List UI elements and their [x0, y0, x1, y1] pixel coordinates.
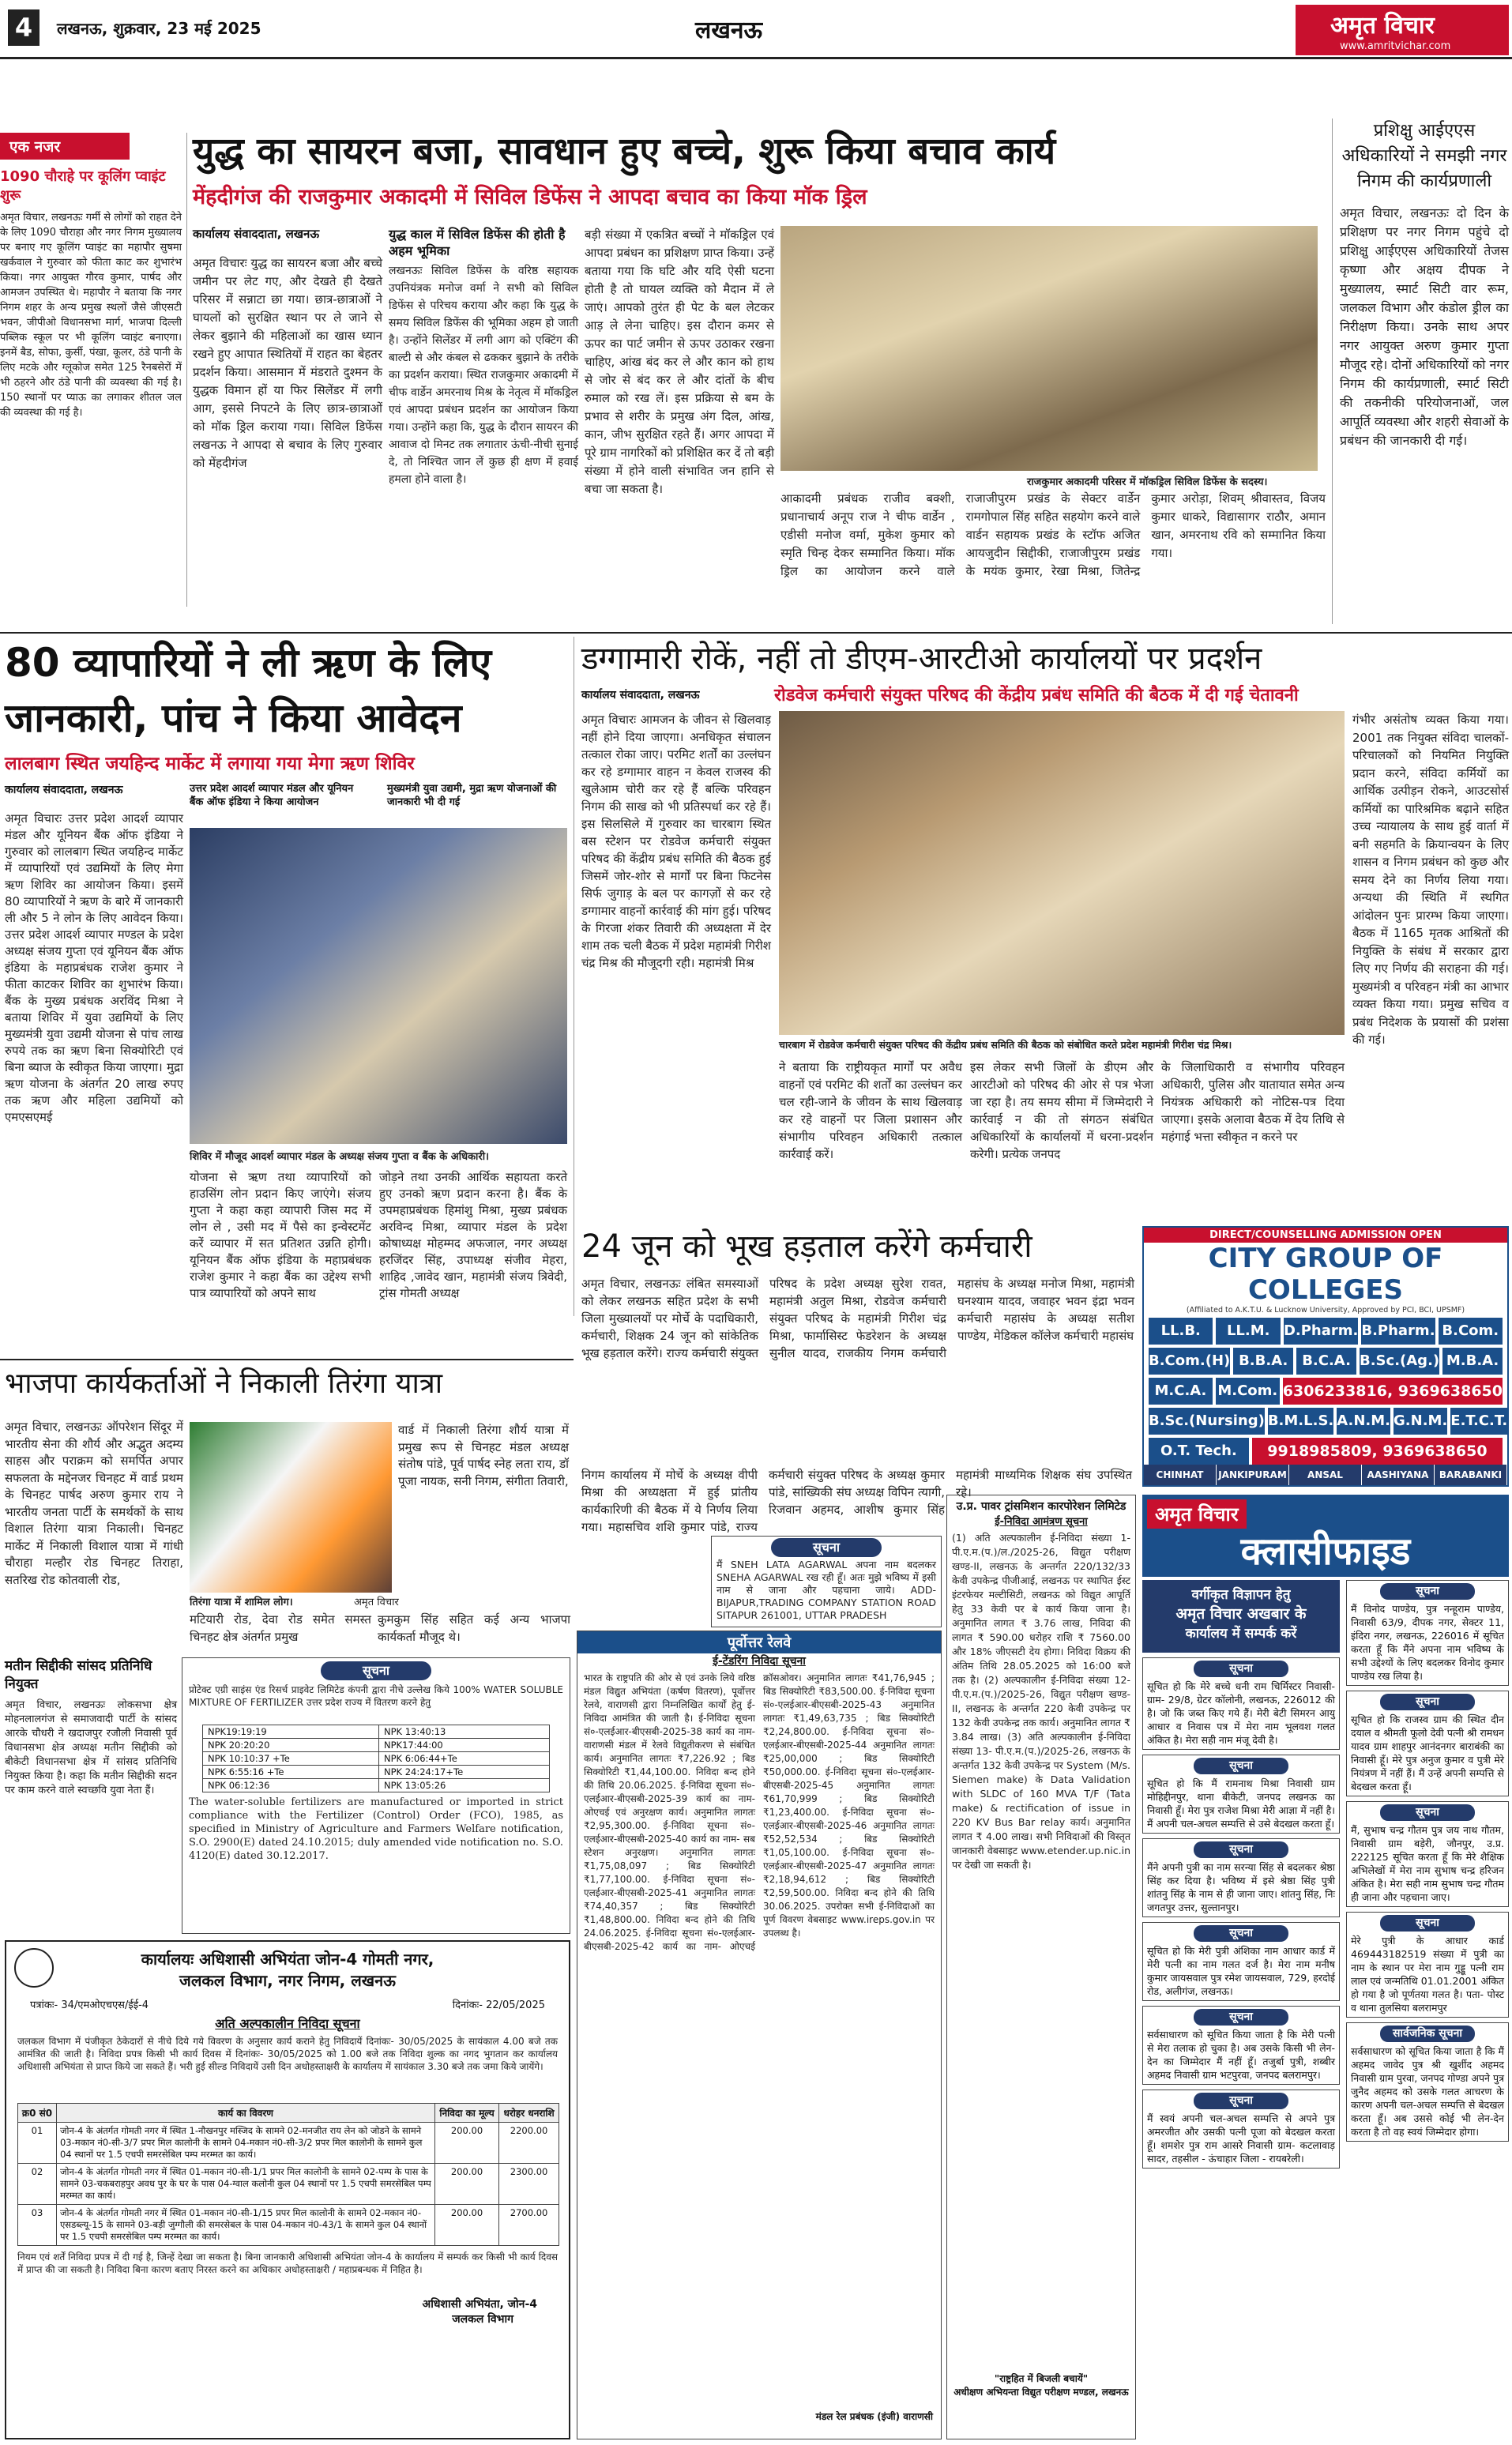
- classified-title: क्लासीफाइड: [1240, 1529, 1411, 1574]
- college-course-row: [1149, 1378, 1503, 1405]
- classified-item-body: मेरे पुत्री के आधार कार्ड 469443182519 संख्या में पुत्री का नाम के स्थान पर मेरा नाम गुड्डू पत्नी राम लाल एवं जन्मतिथि 01.01.2001 अंकित हो गया है जो पूर्णतया गलत है। पता- पोस्ट व थाना तुलसिया बलरामपुर: [1351, 1935, 1504, 2014]
- fert-cell: NPK 20:20:20: [203, 1739, 379, 1752]
- classified-item-body: मैं, सुभाष चन्द्र गौतम पुत्र जय नाथ गौतम, निवासी ग्राम बड़ेरी, जौनपुर, उ.प्र. 222125 सूचित करता हूँ कि मेरे शैक्षिक अभिलेखों में मेरा नाम सुभाष चन्द्र हरिजन अंकित है। मेरा सही नाम सुभाष चन्द्र गौतम ही जाना और पहचाना जाए।: [1351, 1824, 1504, 1903]
- classified-item-body: मैं स्वयं अपनी चल-अचल सम्पत्ति से अपने पुत्र अमरजीत और उसकी पत्नी पूजा को बेदखल करता हूँ। शमशेर पुत्र राम आसरे निवासी ग्राम- कटलावाड़ सादर, तहसील - ऊंचाहार जिला - रायबरेली।: [1147, 2112, 1335, 2165]
- bjp-col-2: वार्ड में निकाली तिरंगा शौर्य यात्रा में प्रमुख रूप से चिनहट मंडल अध्यक्ष संतोष पांडे, पूर्व पार्षद स्नेह लता राय, डॉ पूजा नायक, सनी निगम, संगीता तिवारी,: [398, 1423, 569, 1488]
- bjp-photo-credit: अमृत विचार: [354, 1597, 399, 1608]
- classified-promo: [1142, 1580, 1340, 1653]
- college-course: B.Sc.(Ag.): [1360, 1348, 1439, 1375]
- table-cell: जोन-4 के अंतर्गत गोमती नगर में स्थित 1-नौखनपुर मस्जिद के सामने 02-मनजीत राय लेन को जोडने के सामने 03-मकान नं0-सी-3/7 प्रपर मिल कालोनी के सामने 04-मकान नं0-सी-3/2 प्रपर मिल कालोनी के सामने कुल 04 स्थानों पर 1.5 एचपी समरसेबिल पम्प मरम्मत का कार्य।: [56, 2123, 434, 2164]
- loan-col-1: अमृत विचारः उत्तर प्रदेश आदर्श व्यापार मंडल और यूनियन बैंक ऑफ इंडिया ने गुरुवार को लालबाग स्थित जयहिन्द मार्केट में व्यापारियों एवं उद्यमियों के लिए मेगा ऋण शिविर का आयोजन किया। इसमें 80 व्यापारियों ने ऋण के बारे में जानकारी ली और 5 ने लोन के लिए आवेदन किया। उत्तर प्रदेश आदर्श व्यापार मण्डल के प्रदेश अध्यक्ष संजय गुप्ता एवं यूनियन बैंक ऑफ इंडिया के महाप्रबंधक राजेश कुमार ने फीता काटकर शिविर का शुभारंभ किया। बैंक के मुख्य प्रबंधक अरविंद मिश्रा ने बताया शिविर में युवा उद्यमियों के लिए मुख्यमंत्री युवा उद्यमी योजना से पांच लाख रुपये तक का ऋण बिना सिक्योरिटी एवं बिना ब्याज के स्वीकृत किया जाएगा। मुद्रा ऋण योजना के अंतर्गत 20 लाख रुपए तक ऋण और महिला उद्यमियों को एमएसएमई: [5, 811, 183, 1124]
- classified-item-title: सूचना: [1194, 1661, 1288, 1677]
- college-courses: [1144, 1315, 1507, 1471]
- city-label: लखनऊ: [695, 17, 763, 44]
- college-branch: BARABANKI: [1435, 1465, 1507, 1485]
- classified-item-title: सूचना: [1380, 1694, 1475, 1710]
- table-cell: 200.00: [434, 2205, 498, 2246]
- bjp-headline: भाजपा कार्यकर्ताओं ने निकाली तिरंगा यात्रा: [5, 1367, 443, 1400]
- loan-subhead: लालबाग स्थित जयहिन्द मार्केट में लगाया गया मेगा ऋण शिविर: [5, 754, 415, 774]
- lead-col-3: बड़ी संख्या में एकत्रित बच्चों ने मॉकड्रिल एवं आपदा प्रबंधन का प्रशिक्षण प्राप्त किया। उन्हें बताया गया कि घटि और यदि ऐसी घटना होती है तो घायल व्यक्ति को मैदान में ले जाएं। आपको तुरंत ही पेट के बल लेटकर आड़ ले लेना चाहिए। इस दौरान कमर से ऊपर का पार्ट जमीन से ऊपर उठाकर रखना चाहिए, आंख बंद कर ले और कान को हाथ से जोर से बंद कर ले और दांतों के बीच रुमाल को रख लें। इस प्रक्रिया से बम के प्रभाव से शरीर के प्रमुख अंग दिल, आंख, कान, जीभ सुरक्षित रहते हैं। अगर आपदा में पूरे ग्राम नागरिकों को प्रशिक्षित कर दें तो बड़ी संख्या में होने वाली संभावित जन हानि से बचा जा सकता है।: [585, 228, 774, 496]
- lead-col-2-wrap: [389, 226, 578, 626]
- classified-item: [1346, 1801, 1509, 1907]
- tender-col-header: निविदा का मूल्य: [434, 2104, 498, 2123]
- brand-name: अमृत विचार: [1330, 12, 1435, 39]
- brand-url: www.amritvichar.com: [1340, 40, 1451, 52]
- classified-item-title: सूचना: [1194, 2009, 1288, 2026]
- classified-item-title: सूचना: [1380, 1915, 1475, 1932]
- sneh-notice: [711, 1536, 942, 1627]
- loan-headline-1: 80 व्यापारियों ने ली ऋण के लिए: [5, 640, 492, 686]
- dgm-col-b3: के जिलाधिकारी व संभागीय परिवहन अधिकारी, पुलिस और यातायात समेत अन्य नियंत्रक अधिकारी को नोटिस-पत्र दिया जाएगा। इसके अलावा बैठक में देय तिथि से महंगाई भत्ता स्वीकृत न करने पर: [1161, 1060, 1345, 1144]
- bjp-photo-caption: तिरंगा यात्रा में शामिल लोग।: [190, 1597, 293, 1608]
- classified-item: [1346, 2022, 1509, 2142]
- classified-header: [1142, 1495, 1509, 1577]
- upptcl-title: उ.प्र. पावर ट्रांसमिशन कारपोरेशन लिमिटेड: [956, 1500, 1126, 1513]
- fert-title-badge: सूचना: [321, 1661, 431, 1680]
- classified-left-column: [1142, 1657, 1340, 2439]
- college-name: CITY GROUP OF COLLEGES: [1208, 1243, 1443, 1306]
- college-course: O.T. Tech.: [1149, 1438, 1249, 1465]
- college-course: B.Com.(H): [1149, 1348, 1230, 1375]
- fert-cell: NPK19:19:19: [203, 1725, 379, 1739]
- table-cell: 2300.00: [499, 2164, 559, 2205]
- bjp-col-1: अमृत विचार, लखनऊः ऑपरेशन सिंदूर में भारतीय सेना की शौर्य और अद्भुत अदम्य साहस और पराक्रम को समर्पित अपार सफलता के मद्देनजर चिनहट में वार्ड प्रथम के चिनहट पार्षद अरुण कुमार राय ने भारतीय जनता पार्टी के समर्थकों के साथ विशाल तिरंगा यात्रा निकाली। चिनहट मार्केट में निकाली विशाल यात्रा में गांधी चौराहा मल्हौर रोड चिनहट तिराहा, सतरिख रोड कोतवाली रोड,: [5, 1420, 183, 1587]
- dgm-col-right: गंभीर असंतोष व्यक्त किया गया। 2001 तक नियुक्त संविदा चालकों-परिचालकों को नियमित नियुक्ति प्रदान करने, संविदा कर्मियों का आर्थिक उत्पीड़न रोकने, आउटसोर्स कर्मियों का पारिश्रमिक बढ़ाने सहित उच्च न्यायालय के साथ हुई वार्ता में बनी सहमति के क्रियान्वयन के लिए शासन व निगम प्रबंधन को कुछ और समय देने का निर्णय लिया गया। अन्यथा की स्थिति में स्थगित आंदोलन पुनः प्रारम्भ किया जाएगा। बैठक में 1165 मृतक आश्रितों की नियुक्ति के संबंध में सरकार द्वारा लिए गए निर्णय की सराहना की गई। मुख्यमंत्री व परिवहन मंत्री का आभार व्यक्त किया गया। प्रमुख सचिव व प्रबंध निदेशक के प्रयासों की प्रशंसा की गई।: [1352, 713, 1509, 1047]
- classified-brand: अमृत विचार: [1147, 1499, 1247, 1529]
- classified-item-body: मैंने अपनी पुत्री का नाम सरन्या सिंह से बदलकर श्रेष्ठा सिंह कर दिया है। भविष्य में इसे श्रेष्ठा सिंह पुत्री शांतनु सिंह के नाम से ही जाना जाए। शांतनु सिंह, निः जगतपुर उत्तर, सुल्तानपुर।: [1147, 1861, 1335, 1913]
- college-course: B.B.A.: [1233, 1348, 1293, 1375]
- fert-cell: NPK 13:05:26: [378, 1779, 549, 1792]
- classified-item: [1346, 1691, 1509, 1796]
- college-branch: CHINHAT: [1144, 1465, 1217, 1485]
- college-course: D.Pharm.: [1284, 1318, 1358, 1345]
- loan-photo: [190, 828, 567, 1144]
- page-number: 4: [8, 9, 39, 46]
- college-course: LL.B.: [1149, 1318, 1213, 1345]
- matin-story: [5, 1657, 177, 1871]
- table-cell: 200.00: [434, 2123, 498, 2164]
- classified-item-body: सूचित हो कि राजस्व ग्राम की स्थित दीन दयाल व श्रीमती फूलो देवी पत्नी श्री रामधन यादव ग्राम शाहपुर आनंदनगर बाराबंकी का निवासी हूँ। मेरे पुत्र अनुज कुमार व पुत्री मेरे नियंत्रण में नहीं हैं। मैं उन्हें अपनी सम्पत्ति से बेदखल करता हूँ।: [1351, 1713, 1504, 1792]
- college-course: B.Sc.(Nursing): [1149, 1408, 1265, 1435]
- tender-notice: [5, 1940, 570, 2439]
- table-row: [18, 2205, 559, 2246]
- classified-item: [1142, 1922, 1340, 2001]
- classified-item-body: सर्वसाधारण को सूचित किया जाता है कि मेरी पत्नी से मेरा तलाक हो चुका है। अब उसके किसी भी लेन-देन का जिम्मेदार मैं नहीं हूँ। तजुर्बा पुत्री, शब्बीर अहमद निवासी ग्राम भटपुरवा, जनपद बलरामपुर।: [1147, 2029, 1335, 2081]
- classified-item-body: सर्वसाधारण को सूचित किया जाता है कि मैं अहमद जावेद पुत्र श्री खुर्शीद अहमद निवासी ग्राम पुरवा, जनपद गोण्डा अपने पुत्र जुनैद अहमद को उसके गलत आचरण के कारण अपनी चल-अचल सम्पत्ति से बेदखल करता हूँ। अब उससे कोई भी लेन-देन करता है तो वह स्वयं जिम्मेदार होगा।: [1351, 2045, 1504, 2138]
- classified-item-title: सार्वजनिक सूचना: [1380, 2026, 1475, 2042]
- tender-header-row: [18, 2104, 559, 2123]
- matin-headline: मतीन सिद्दीकी सांसद प्रतिनिधि नियुक्त: [5, 1658, 152, 1692]
- college-branch: ANSAL: [1289, 1465, 1362, 1485]
- college-phone: 9918985809, 9369638650: [1252, 1438, 1503, 1465]
- bjp-col-4: कुमकुम सिंह सहित कई अन्य भाजपा कार्यकर्ता मौजूद थे।: [378, 1612, 570, 1644]
- fert-body: The water-soluble fertilizers are manufactured or imported in strict compliance with the Fertilizer (Control) Order (FCO), 1985, as specified in Ministry of Agriculture and Farmers Welfare notification, S.O. 2900(E) dated 24.10.2015; duly amended vide notification no. S.O. 4120(E) dated 30.12.2017.: [189, 1796, 563, 1862]
- promo-line-1: वर्गीकृत विज्ञापन हेतु: [1191, 1587, 1291, 1603]
- bjp-rule: [0, 1359, 574, 1360]
- classified-item: [1142, 1755, 1340, 1834]
- masthead: [0, 0, 1512, 60]
- promo-line-3: कार्यालय में सम्पर्क करें: [1185, 1626, 1297, 1642]
- lead-col-2: लखनऊः सिविल डिफेंस के वरिष्ठ सहायक उपनियंत्रक मनोज वर्मा ने सभी को सिविल डिफेंस से परिचय कराया और कहा कि युद्ध के समय सिविल डिफेंस की भूमिका अहम हो जाती है। उन्होंने सिलेंडर में लगी आग को एक्टिंग की बाल्टी से और कंबल से ढककर बुझाने के तरीके का प्रदर्शन कराया। स्थित राजकुमार अकादमी में चीफ वार्डेन अमरनाथ मिश्र के नेतृत्व में मॉकड्रिल एवं आपदा प्रबंधन प्रदर्शन का आयोजन किया गया। उन्होंने कहा कि, युद्ध के दौरान सायरन की आवाज दो मिनट तक लगातार ऊंची-नीची सुनाई दे, तो निश्चित जान लें कुछ ही क्षण में हवाई हमला होने वाला है।: [389, 265, 578, 486]
- fert-row: [203, 1739, 550, 1752]
- strike-col-1: अमृत विचार, लखनऊः लंबित समस्याओं को लेकर लखनऊ सहित प्रदेश के सभी जिला मुख्यालयों पर मोर्चे के पदाधिकारी, कर्मचारी, शिक्षक 24 जून को सांकेतिक भूख हड़ताल करेंगे। राज्य कर्मचारी संयुक्त परिषद के प्रदेश अध्यक्ष सुरेश रावत, महामंत्री अतुल मिश्रा, रोडवेज कर्मचारी संयुक्त परिषद के महामंत्री गिरीश चंद्र मिश्रा, फार्मासिस्ट फेडरेशन के अध्यक्ष सुनील यादव, राजकीय निगम कर्मचारी महासंघ के अध्यक्ष मनोज मिश्रा, महामंत्री घनश्याम यादव, जवाहर भवन इंद्रा भवन कर्मचारी महासंघ के अध्यक्ष सतीश पाण्डेय, मेडिकल कॉलेज कर्मचारी महासंघ: [581, 1277, 1134, 1360]
- upptcl-line: "राष्ट्रहित में बिजली बचायें": [994, 2373, 1089, 2384]
- ias-headline: प्रशिक्षु आईएएस अधिकारियों ने समझी नगर निगम की कार्यप्रणाली: [1341, 121, 1507, 191]
- masthead-rule: [0, 57, 1512, 59]
- ek-nazar-body: अमृत विचार, लखनऊः गर्मी से लोगों को राहत देने के लिए 1090 चौराहा और नगर निगम मुख्यालय पर बनाए गए कूलिंग प्वाइंट का महापौर सुषमा खर्कवाल ने गुरुवार को फीता काट कर शुभारंभ किया। नगर आयुक्त गौरव कुमार, पार्षद और आमजन उपस्थित थे। महापौर ने बताया कि नगर निगम शहर के अन्य प्रमुख स्थलों जैसे जीएसटी भवन, जीपीओ विधानसभा मार्ग, भाजपा दिल्ली पब्लिक स्कूल पर भी कूलिंग प्वाइंट बनाएगा। इनमें बैड, सोफा, कुर्सी, पंखा, कूलर, ठंडे पानी के लिए मटके और ग्लूकोज समेत 125 रैनबसेरों में भी ठहरने और ठंडे पानी की व्यवस्था की गई है। 150 स्थानों पर प्याऊ का लगाकर शीतल जल की व्यवस्था की गई है।: [0, 212, 182, 419]
- college-course-row: [1149, 1318, 1503, 1345]
- table-cell: 03: [18, 2205, 57, 2246]
- matin-body: अमृत विचार, लखनऊः लोकसभा क्षेत्र मोहनलालगंज से समाजवादी पार्टी के सांसद आरके चौधरी ने खदाजपुर रजौली निवासी पूर्व विधानसभा क्षेत्र अध्यक्ष मतीन सिद्दीकी को बीकेटी विधानसभा क्षेत्र में सांसद प्रतिनिधि नियुक्त किया है। कहा कि मतीन सिद्दीकी सदन पर काम करने वाले स्वच्छवि युवा नेता हैं।: [5, 1699, 177, 1796]
- dgm-headline: डग्गामारी रोकें, नहीं तो डीएम-आरटीओ कार्यालयों पर प्रदर्शन: [581, 641, 1262, 677]
- column-divider: [186, 133, 187, 607]
- college-course: B.M.L.S.: [1268, 1408, 1333, 1435]
- college-course: G.N.M.: [1394, 1408, 1447, 1435]
- fert-row: [203, 1752, 550, 1766]
- classified-item-body: मैं विनोद पाण्डेय, पुत्र नन्हूराम पाण्डेय, निवासी 63/9, दीपक नगर, सेक्टर 11, इंदिरा नगर, लखनऊ, 226016 में सूचित करता हूँ कि मैंने अपना नाम भविष्य के सभी उद्देश्यों के लिए बदलकर विनोद कुमार पाण्डेय रख लिया है।: [1351, 1603, 1504, 1682]
- college-course: M.Com.: [1216, 1378, 1280, 1405]
- upptcl-notice: [946, 1495, 1136, 2439]
- college-top: DIRECT/COUNSELLING ADMISSION OPEN: [1144, 1228, 1507, 1243]
- classified-item: [1346, 1912, 1509, 2018]
- rail-body: भारत के राष्ट्रपति की ओर से एवं उनके लिये वरिष्ठ मंडल विद्युत अभियंता (कर्षण वितरण), पूर्वोत्तर रेलवे, वाराणसी द्वारा निम्नलिखित कार्यों हेतु ई-निविदा आमंत्रित की जाती है। ई-निविदा सूचना सं०-एलईआर-बीएसबी-2025-38 कार्य का नाम- वाराणसी मंडल में रेलवे विद्युतीकरण से संबंधित कार्य। अनुमानित लागतः ₹7,226.92 ; बिड सिक्योरिटी ₹1,44,100.00. निविदा बन्द होने की तिथि 20.06.2025. ई-निविदा सूचना सं०-एलईआर-बीएसबी-2025-39 कार्य का नाम- ओएचई एवं अनुरक्षण कार्य। अनुमानित लागतः ₹2,95,300.00. ई-निविदा सूचना सं०-एलईआर-बीएसबी-2025-40 कार्य का नाम- सब स्टेशन अनुरक्षण। अनुमानित लागतः ₹1,75,08,097 ; बिड सिक्योरिटी ₹1,77,100.00. ई-निविदा सूचना सं०-एलईआर-बीएसबी-2025-41 अनुमानित लागतः ₹74,40,357 ; बिड सिक्योरिटी ₹1,48,800.00. निविदा बन्द होने की तिथि 24.06.2025. ई-निविदा सूचना सं०-एलईआर-बीएसबी-2025-42 कार्य का नाम- ओएचई क्रॉसओवर। अनुमानित लागतः ₹41,76,945 ; बिड सिक्योरिटी ₹83,500.00. ई-निविदा सूचना सं०-एलईआर-बीएसबी-2025-43 अनुमानित लागतः ₹1,49,63,735 ; बिड सिक्योरिटी ₹2,24,800.00. ई-निविदा सूचना सं०-एलईआर-बीएसबी-2025-44 अनुमानित लागतः ₹25,00,000 ; बिड सिक्योरिटी ₹50,000.00. ई-निविदा सूचना सं०-एलईआर-बीएसबी-2025-45 अनुमानित लागतः ₹61,70,999 ; बिड सिक्योरिटी ₹1,23,400.00. ई-निविदा सूचना सं०-एलईआर-बीएसबी-2025-46 अनुमानित लागतः ₹52,52,534 ; बिड सिक्योरिटी ₹1,05,100.00. ई-निविदा सूचना सं०-एलईआर-बीएसबी-2025-47 अनुमानित लागतः ₹2,18,94,612 ; बिड सिक्योरिटी ₹2,59,500.00. निविदा बन्द होने की तिथि 30.06.2025. उपरोक्त सभी ई-निविदाओं का पूर्ण विवरण वेबसाइट www.ireps.gov.in पर उपलब्ध है।: [584, 1672, 935, 1952]
- tender-sign-2: जलकल विभाग: [452, 2313, 513, 2326]
- lead-subhead: मेंहदीगंज की राजकुमार अकादमी में सिविल डिफेंस ने आपदा बचाव का किया मॉक ड्रिल: [193, 185, 867, 209]
- table-cell: 01: [18, 2123, 57, 2164]
- classified-item: [1142, 1838, 1340, 1917]
- fert-cell: NPK 13:40:13: [378, 1725, 549, 1739]
- table-cell: जोन-4 के अंतर्गत गोमती नगर में स्थित 01-मकान नं0-सी-1/15 प्रपर मिल कालोनी के सामने 02-मकान नं0-एसडब्ल्यू-15 के सामने 03-बड़ी जुग्गौली की समरसेबल के पास 04-मकान नं0-43/1 के सामने कुल 04 स्थानों पर 1.5 एचपी समरसेबिल पम्प मरम्मत का कार्य।: [56, 2205, 434, 2246]
- lead-headline: युद्ध का सायरन बजा, सावधान हुए बच्चे, शुरू किया बचाव कार्य: [193, 130, 1056, 173]
- fert-intro: प्रोटेक्ट एग्री साइंस एंड रिसर्च प्राइवेट लिमिटेड कंपनी द्वारा नीचे उल्लेख किये 100% WATER SOLUBLE MIXTURE OF FERTILIZER उत्तर प्रदेश राज्य में वितरण करने हेतु: [189, 1684, 563, 1708]
- fert-notice: [182, 1657, 570, 1934]
- college-course: B.C.A.: [1296, 1348, 1356, 1375]
- upptcl-sign: अधीक्षण अभियन्ता विद्युत परीक्षण मण्डल, लखनऊ: [953, 2387, 1129, 2398]
- ek-nazar-title: 1090 चौराहे पर कूलिंग प्वाइंट शुरू: [0, 168, 166, 204]
- strike-headline: 24 जून को भूख हड़ताल करेंगे कर्मचारी: [581, 1228, 1032, 1265]
- table-cell: 2700.00: [499, 2205, 559, 2246]
- tender-table: [17, 2103, 559, 2246]
- college-course: B.Pharm.: [1361, 1318, 1435, 1345]
- sneh-body: मैं SNEH LATA AGARWAL अपना नाम बदलकर SNEHA AGARWAL रख रही हूँ। अतः मुझे भविष्य में इसी नाम से जाना और पहचाना जाये। ADD-BIJAPUR,TRADING COMPANY STATION ROAD SITAPUR 261001, UTTAR PRADESH: [717, 1559, 936, 1621]
- fert-row: [203, 1779, 550, 1792]
- classified-item: [1346, 1580, 1509, 1686]
- table-row: [18, 2123, 559, 2164]
- sneh-title: सूचना: [771, 1538, 882, 1557]
- dgm-subhead: रोडवेज कर्मचारी संयुक्त परिषद की केंद्रीय प्रबंध समिति की बैठक में दी गई चेतावनी: [774, 686, 1299, 705]
- classified-item-body: सूचित हो कि मेरी पुत्री अंशिका नाम आधार कार्ड में मेरी पत्नी का नाम गलत दर्ज है। मेरा नाम मनीष कुमार जायसवाल पुत्र रमेश जायसवाल, 729, हरदोई रोड, अलीगंज, लखनऊ।: [1147, 1945, 1335, 1997]
- tender-col-header: धरोहर धनराशि: [499, 2104, 559, 2123]
- classified-item-body: सूचित हो कि मैं रामनाथ मिश्रा निवासी ग्राम मोहिद्दीनपुर, थाना बीकेटी, जनपद लखनऊ का निवासी हूँ। मेरा पुत्र राजेश मिश्रा मेरी आज्ञा में नहीं है। मैं अपनी चल-अचल सम्पत्ति से उसे बेदखल करता हूँ।: [1147, 1777, 1335, 1830]
- classified-item: [1142, 1657, 1340, 1750]
- college-course: M.C.A.: [1149, 1378, 1213, 1405]
- fert-cell: NPK 24:24:17+Te: [378, 1766, 549, 1779]
- table-cell: 02: [18, 2164, 57, 2205]
- rail-sign: मंडल रेल प्रबंधक (इंजी) वाराणसी: [815, 2411, 933, 2422]
- fert-cell: NPK 06:12:36: [203, 1779, 379, 1792]
- dgm-col-1: अमृत विचारः आमजन के जीवन से खिलवाड़ नहीं होने दिया जाएगा। अनधिकृत संचालन तत्काल रोका जाए। परमिट शर्तों का उल्लंघन कर रहे डग्गामार वाहन न केवल राजस्व की खुलेआम चोरी कर रहे हैं बल्कि परिवहन निगम की साख को भी प्रतिस्पर्धा कर रहे हैं। इस सिलसिले में गुरुवार का चारबाग स्थित बस स्टेशन पर रोडवेज कर्मचारी संयुक्त परिषद की केंद्रीय प्रबंध समिति की बैठक हुई जिसमें जोर-शोर से मार्गों पर बिना फिटनेस सिर्फ जुगाड़ के बल पर कागज़ों से कर रहे डग्गामार वाहनों कार्रवाई की मांग हुई। परिषद के गिरजा शंकर तिवारी की अध्यक्षता में देर शाम तक चली बैठक में प्रदेश महामंत्री गिरीश चंद्र मिश्र की मौजूदगी रही। महामंत्री मिश्र: [581, 713, 771, 970]
- tender-sign: अधिशासी अभियंता, जोन-4: [422, 2298, 537, 2311]
- ek-nazar-box: [0, 133, 182, 591]
- fert-table: [202, 1725, 550, 1792]
- tender-col-header: कार्य का विवरण: [56, 2104, 434, 2123]
- loan-col-2: योजना से ऋण तथा व्यापारियों को हाउसिंग लोन प्रदान किए जाएंगे। संजय गुप्ता ने कहा कहा व्यापारी जिस मद में लोन ले , उसी मद में पैसे का इन्वेस्टमेंट करें व्यापार में सत प्रतिशत उन्नति होगी। यूनियन बैंक ऑफ इंडिया के महाप्रबंधक राजेश कुमार ने कहा बैंक का उद्देश्य सभी पात्र व्यापारियों को अपने साथ: [190, 1170, 371, 1300]
- tender-emblem: [14, 1948, 54, 1988]
- ias-body: अमृत विचार, लखनऊः दो दिन के प्रशिक्षण पर नगर निगम पहुंचे दो प्रशिक्षु आईएएस अधिकारियों तेजस कृष्णा और अक्षय दीपक ने मुख्यालय, स्मार्ट सिटी वार रूम, जलकल विभाग और कंडोल ड्रील का निरीक्षण किया। उनके साथ अपर नगर आयुक्त अरुण कुमार गुप्ता मौजूद रहे। दोनों अधिकारियों को नगर निगम की कार्यप्रणाली, स्मार्ट सिटी की तकनीकी परियोजनाओं, जल आपूर्ति व्यवस्था और शहरी सेवाओं के प्रबंधन की जानकारी दी गई।: [1340, 205, 1509, 448]
- loan-photo-caption: शिविर में मौजूद आदर्श व्यापार मंडल के अध्यक्ष संजय गुप्ता व बैंक के अधिकारी।: [190, 1151, 490, 1163]
- classified-item: [1142, 2006, 1340, 2085]
- college-course: A.N.M.: [1337, 1408, 1390, 1435]
- tender-title: अति अल्पकालीन निविदा सूचना: [215, 2016, 360, 2031]
- classified-item-title: सूचना: [1194, 1758, 1288, 1774]
- promo-line-2: अमृत विचार अखबार के: [1175, 1605, 1307, 1623]
- classified-item-title: सूचना: [1380, 1583, 1475, 1600]
- classified-item-title: सूचना: [1194, 2093, 1288, 2109]
- college-course: E.T.C.T.: [1450, 1408, 1507, 1435]
- college-branches: [1144, 1465, 1507, 1485]
- lead-photo-caption: राजकुमार अकादमी परिसर में मॉकड्रिल सिविल डिफेंस के सदस्य।: [1027, 476, 1268, 488]
- bjp-photo: [190, 1422, 392, 1593]
- table-row: [18, 2164, 559, 2205]
- loan-col-3: जोड़ने तथा उनकी आर्थिक सहायता करते हुए उनको ऋण प्रदान करना है। बैंक के उपमहाप्रबंधक हिमांशु मिश्रा, मुख्य प्रबंधक अरविन्द मिश्रा, व्यापार मंडल के प्रदेश कोषाध्यक्ष मोहम्मद अफजाल, नगर अध्यक्ष हरजिंदर सिंह, उपाध्यक्ष संजीव मेहरा, शाहिद ,जावेद खान, महामंत्री संजय त्रिवेदी, ट्रांस गोमती अध्यक्ष: [379, 1170, 567, 1300]
- dateline: लखनऊ, शुक्रवार, 23 मई 2025: [57, 19, 261, 38]
- lead-col-1: अमृत विचारः युद्ध का सायरन बजा और बच्चे जमीन पर लेट गए, और देखते ही देखते परिसर में सन्नाटा छा गया। छात्र-छात्राओं ने घायलों को सुरक्षित स्थान पर ले जाने से लेकर बुझाने की महिलाओं का खास ध्यान रखने हुए आपात स्थितियों में राहत का बेहतर प्रदर्शन किया। आसमान में मंडराते दुश्मन के युद्धक विमान हों या फिर सिलेंडर में लगी आग, इससे निपटने के लिए छात्र-छात्राओं को मॉक ड्रिल कराया गया। सिविल डिफेंस लखनऊ ने आपदा से बचाव के लिए गुरुवार को मेंहदीगंज: [193, 256, 382, 470]
- lead-byline: कार्यालय संवाददाता, लखनऊ: [193, 227, 320, 241]
- loan-note-1: उत्तर प्रदेश आदर्श व्यापार मंडल और यूनियन बैंक ऑफ इंडिया ने किया आयोजन: [190, 783, 354, 808]
- tender-date: दिनांकः- 22/05/2025: [452, 1999, 545, 2011]
- classified-item-body: सूचित हो कि मेरे बच्चे धनी राम चिर्मिस्टर निवासी- ग्राम- 29/8, ग्रेटर कॉलोनी, लखनऊ, 226012 की है। जो कि जब्त किए गये हैं। मेरी बेटी सिमरन आयु आधार व निवास पत्र में मेरा नाम भूलवश गलत अंकित है। मेरा सही नाम मंजू देवी है।: [1147, 1680, 1335, 1746]
- right-top-divider: [1332, 118, 1333, 624]
- dgm-col-b1: ने बताया कि राष्ट्रीयकृत मार्गों पर अवैध वाहनों एवं परमिट की शर्तों का उल्लंघन कर चल रही-जाने के जीवन के साथ खिलवाड़ कर रहे वाहनों पर जिला प्रशासन और संभागीय परिवहन अधिकारी तत्काल कार्रवाई करें।: [779, 1060, 962, 1161]
- dgm-byline: कार्यालय संवाददाता, लखनऊ: [581, 689, 700, 702]
- loan-byline: कार्यालय संवाददाता, लखनऊ: [5, 784, 123, 796]
- classified-item: [1142, 2090, 1340, 2169]
- classified-item-title: सूचना: [1380, 1804, 1475, 1821]
- lead-col-4: आकादमी प्रबंधक राजीव बक्शी, प्रधानाचार्य अनूप राज ने चीफ वार्डेन , एडीसी मनोज वर्मा, मुकेश कुमार को स्मृति चिन्ह देकर सम्मानित किया। मॉक ड्रिल का आयोजन करने वाले राजाजीपुरम प्रखंड के सेक्टर वार्डेन रामगोपाल सिंह सहित सहयोग करने वाले वार्डन सहायक प्रखंड के स्टॉफ अजित आयजुदीन सिद्दीकी, राजाजीपुरम प्रखंड के मयंक कुमार, रेखा मिश्रा, जितेन्द्र कुमार अरोड़ा, शिवम् श्रीवास्तव, विजय कुमार धाकरे, विद्यासागर राठौर, अमान खान, अमरनाथ रवि को सम्मानित किया गया।: [780, 491, 1326, 578]
- college-course: B.Com.: [1439, 1318, 1503, 1345]
- fert-row: [203, 1766, 550, 1779]
- bjp-col-3: मटियारी रोड, देवा रोड समेत समस्त चिनहट क्षेत्र अंतर्गत प्रमुख: [190, 1612, 371, 1644]
- rail-title: पूर्वोत्तर रेलवे: [577, 1631, 941, 1653]
- college-ad: [1142, 1226, 1509, 1487]
- tender-ref: पत्रांकः- 34/एमओएचएस/ईई-4: [30, 1999, 149, 2011]
- dgm-col-b2: इस लेकर सभी जिलों के डीएम और आरटीओ को परिषद की ओर से पत्र भेजा जा रहा है। तय समय सीमा में जिम्मेदारी ने कार्रवाई न की तो संगठन संबंधित अधिकारियों के कार्यालयों में धरना-प्रदर्शन करेगी। प्रत्येक जनपद: [970, 1060, 1153, 1161]
- dgm-photo-caption: चारबाग में रोडवेज कर्मचारी संयुक्त परिषद की केंद्रीय प्रबंध समिति की बैठक को संबोधित करते प्रदेश महामंत्री गिरीश चंद्र मिश्र।: [779, 1039, 1232, 1051]
- college-course-row: [1149, 1438, 1503, 1465]
- table-cell: 2200.00: [499, 2123, 559, 2164]
- tender-ref-row: [6, 1991, 569, 2011]
- college-branch: JANKIPURAM: [1217, 1465, 1289, 1485]
- rail-sub: ई-टेंडरिंग निविदा सूचना: [713, 1655, 806, 1668]
- college-branch: AASHIYANA: [1362, 1465, 1435, 1485]
- classified-item-title: सूचना: [1194, 1841, 1288, 1858]
- table-cell: जोन-4 के अंतर्गत गोमती नगर में स्थित 01-मकान नं0-सी-1/1 प्रपर मिल कालोनी के सामने 02-पम्प के पास के सामने 03-चकबराहपुर अवध पुर के घर के पास 04-ग्वाल कलोनी कुल 04 स्थानों पर 1.5 एचपी समरसेबिल पम्प मरम्मत का कार्य।: [56, 2164, 434, 2205]
- ek-nazar-label: एक नजर: [0, 133, 130, 160]
- college-phone: 6306233816, 9369638650: [1283, 1378, 1503, 1405]
- tender-office-2: जलकल विभाग, नगर निगम, लखनऊ: [179, 1971, 396, 1990]
- tender-intro: जलकल विभाग में पंजीकृत ठेकेदारों से नीचे दिये गये विवरण के अनुसार कार्य कराने हेतु निविदायें दिनांकः- 30/05/2025 के सायंकाल 4.00 बजे तक आमंत्रित की जाती है। निविदा प्रपत्र किसी भी कार्य दिवस में दिनांकः- 30/05/2025 को 1.00 बजे तक निविदा शुल्क का नगद भुगतान कर कार्यालय अधिशासी अभियंता से प्राप्त किये जा सकते हैं। भरी हुई सील्ड निविदायें उसी दिन अधोहस्ताक्षरी के कार्यालय में सायंकाल 3.30 बजे तक जमा किये जायेंगे।: [17, 2036, 558, 2072]
- fert-cell: NPK17:44:00: [378, 1739, 549, 1752]
- tender-col-header: क्र0 सं0: [18, 2104, 57, 2123]
- loan-headline-2: जानकारी, पांच ने किया आवेदन: [5, 695, 462, 741]
- table-cell: 200.00: [434, 2164, 498, 2205]
- fert-cell: NPK 10:10:37 +Te: [203, 1752, 379, 1766]
- fert-cell: NPK 6:06:44+Te: [378, 1752, 549, 1766]
- strike-col-2: निगम कार्यालय में मोर्चे के अध्यक्ष वीपी मिश्रा की अध्यक्षता में हुई प्रांतीय कार्यकारिणी की बैठक में ये निर्णय लिया गया। महासचिव शशि कुमार पांडे, राज्य कर्मचारी संयुक्त परिषद के अध्यक्ष कुमार पांडे, सांख्यिकी संघ अध्यक्ष विपिन त्यागी, रिजवान अहमद, आशीष कुमार सिंह महामंत्री माध्यमिक शिक्षक संघ उपस्थित रहे।: [581, 1468, 1132, 1534]
- lead-col-2-head: युद्ध काल में सिविल डिफेंस की होती है अहम भूमिका: [389, 227, 566, 258]
- college-affiliation: (Affiliated to A.K.T.U. & Lucknow University, Approved by PCI, BCI, UPSMF): [1186, 1306, 1465, 1315]
- fert-row: [203, 1725, 550, 1739]
- upptcl-sub: ई-निविदा आमंत्रण सूचना: [995, 1516, 1088, 1528]
- tender-footer: नियम एवं शर्तें निविदा प्रपत्र में दी गई है, जिन्हें देखा जा सकता है। बिना जानकारी अधिशासी अभियंता जोन-4 के कार्यालय में सम्पर्क कर किसी भी कार्य दिवस में प्राप्त की जा सकती है। निविदा बिना कारण बताए निरस्त करने का अधिकार अधोहस्ताक्षरी / महाप्रबन्धक में निहित है।: [17, 2251, 558, 2275]
- classified-item-title: सूचना: [1194, 1925, 1288, 1942]
- college-course-row: [1149, 1408, 1508, 1435]
- loan-note-2: मुख्यमंत्री युवा उद्यमी, मुद्रा ऋण योजनाओं की जानकारी भी दी गई: [387, 783, 557, 808]
- college-course-row: [1149, 1348, 1503, 1375]
- ias-story: [1340, 118, 1509, 624]
- college-course: LL.M.: [1216, 1318, 1280, 1345]
- upptcl-body: (1) अति अल्पकालीन ई-निविदा संख्या 1- पी.ए.म.(प.)/ल./2025-26, विद्युत परीक्षण खण्ड-II, लखनऊ के अन्तर्गत 220/132/33 केवी उपकेन्द्र पीजीआई, लखनऊ पर स्थापित ईस्ट इंटरफेयर मल्टीसिटी, लखनऊ को विद्युत आपूर्ति हेतु 33 केवी पर बे कार्य किया जाना है। अनुमानित लागत ₹ 3.76 लाख, निविदा की लागत ₹ 590.00 धरोहर राशि ₹ 7560.00 और 18% जीएसटी देय होगा। निविदा विक्रय की अंतिम तिथि 28.05.2025 को 16:00 बजे तक है। (2) अल्पकालीन ई-निविदा संख्या 12- पी.ए.म.(प.)/2025-26, विद्युत परीक्षण खण्ड-II, लखनऊ के अन्तर्गत 220 केवी उपकेन्द्र पर 132 केवी उपकेन्द्र तक कार्य। अनुमानित लागत ₹ 3.84 लाख। (3) अति अल्पकालीन ई-निविदा संख्या 13- पी.ए.म.(प.)/2025-26, लखनऊ के अन्तर्गत 132 केवी उपकेन्द्र पर System (M/s. Siemen make) के Data Validation with SLDC of 160 MVA T/F (Tata make) & rectification of issue in 220 KV Bus Bar relay कार्य। अनुमानित लागत ₹ 4.00 लाख। सभी निविदाओं की विस्तृत जानकारी वेबसाइट www.etender.up.nic.in पर देखी जा सकती है।: [952, 1532, 1130, 1871]
- college-course: M.B.A.: [1442, 1348, 1503, 1375]
- classified-right-column: [1346, 1580, 1509, 2439]
- fert-title: [182, 1658, 570, 1680]
- section-rule: [0, 632, 1512, 634]
- tender-office: कार्यालयः अधिशासी अभियंता जोन-4 गोमती नगर,: [141, 1950, 434, 1969]
- rail-notice: [577, 1631, 942, 2439]
- fert-cell: NPK 6:55:16 +Te: [203, 1766, 379, 1779]
- dgm-photo: [779, 711, 1345, 1035]
- brand-logo: [1296, 5, 1509, 55]
- lead-photo: [780, 226, 1318, 471]
